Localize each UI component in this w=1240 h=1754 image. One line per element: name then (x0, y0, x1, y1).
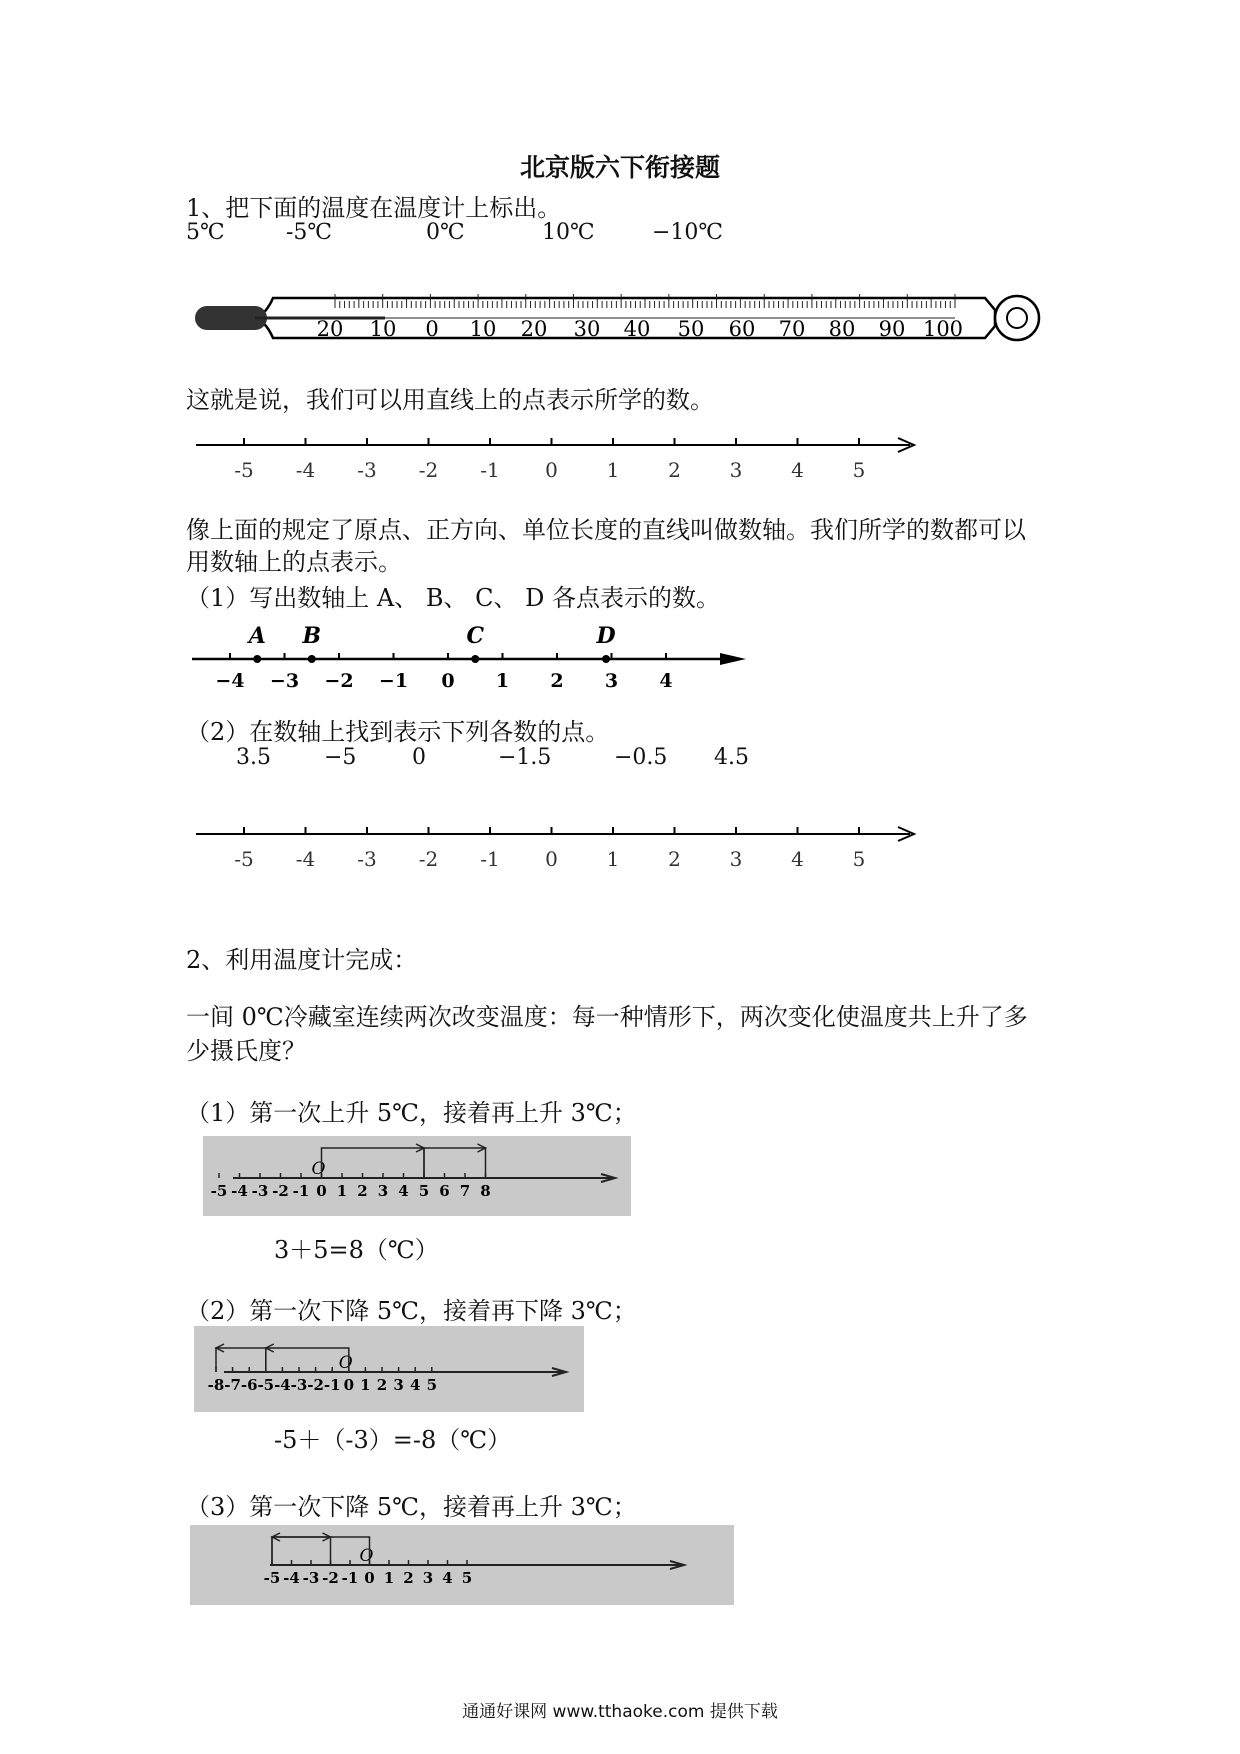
axis-label: 1 (606, 458, 620, 482)
thermometer-label: 20 (520, 317, 548, 341)
case-tick-label: 5 (461, 1569, 473, 1587)
case2-label: （2）第一次下降 5℃，接着再下降 3℃； (186, 1297, 637, 1325)
axis-label: 2 (668, 847, 681, 871)
axis-label: 0 (545, 847, 558, 871)
axis-label: -3 (357, 458, 377, 482)
case-tick-label: 4 (409, 1376, 421, 1394)
case2-answer: -5＋（-3）=-8（℃） (274, 1426, 512, 1454)
abcd-tick-label: 0 (441, 670, 455, 692)
thermometer-label: 80 (828, 317, 856, 341)
thermometer-label: 70 (778, 317, 806, 341)
case-tick-label: -6 (240, 1376, 258, 1394)
thermometer-label: 40 (623, 317, 651, 341)
page-title: 北京版六下衔接题 (519, 153, 720, 182)
axis-label: -1 (480, 847, 500, 871)
case-tick-label: 4 (442, 1569, 453, 1587)
case-tick-label: -1 (323, 1376, 341, 1394)
axis-label: -5 (234, 458, 254, 482)
temp-value: 10℃ (542, 220, 595, 245)
case-tick-label: -5 (263, 1569, 281, 1587)
case-tick-label: 1 (336, 1182, 348, 1200)
thermometer-label: 100 (922, 317, 964, 341)
case-tick-label: 5 (418, 1182, 430, 1200)
case-tick-label: 5 (426, 1376, 438, 1394)
abcd-tick-label: 3 (604, 670, 619, 692)
sub2-number: 0 (412, 745, 426, 770)
change-bracket (272, 1537, 370, 1565)
axis-label: 5 (852, 847, 866, 871)
origin-label: O (359, 1546, 374, 1566)
q1-subquestion-2: （2）在数轴上找到表示下列各数的点。 (186, 718, 610, 746)
axis-label: 4 (791, 458, 804, 482)
sub2-number: −0.5 (614, 745, 668, 770)
axis-label: -2 (418, 847, 439, 871)
abcd-point-letter: A (248, 625, 266, 649)
case3-label: （3）第一次下降 5℃，接着再上升 3℃； (186, 1493, 637, 1521)
case2-diagram (194, 1326, 584, 1412)
abcd-tick-label: −4 (215, 670, 245, 692)
sub2-number: −1.5 (498, 745, 552, 770)
case-tick-label: -8 (207, 1376, 225, 1394)
case-tick-label: -7 (224, 1376, 241, 1394)
case-tick-label: 8 (480, 1182, 491, 1200)
thermometer (195, 278, 1045, 358)
case-tick-label: 1 (360, 1376, 371, 1394)
abcd-tick-label: −2 (324, 670, 354, 692)
case-tick-label: 4 (398, 1182, 409, 1200)
sub2-number: 3.5 (236, 745, 271, 770)
axis-label: 3 (729, 458, 743, 482)
q1-definition-line-2: 用数轴上的点表示。 (186, 548, 402, 576)
abcd-point (471, 655, 479, 663)
case-tick-label: -4 (283, 1569, 300, 1587)
temp-value: -5℃ (286, 220, 333, 245)
case-tick-label: 2 (403, 1569, 414, 1587)
axis-label: -3 (357, 847, 377, 871)
axis-label: -4 (295, 458, 316, 482)
abcd-tick-label: −3 (269, 670, 300, 692)
q1-heading: 1、把下面的温度在温度计上标出。 (186, 194, 562, 222)
number-line-1 (190, 425, 950, 495)
axis-label: 2 (668, 458, 681, 482)
case-tick-label: -4 (274, 1376, 291, 1394)
case-tick-label: 2 (376, 1376, 388, 1394)
thermometer-label: 10 (369, 317, 397, 341)
case-tick-label: -5 (210, 1182, 228, 1200)
number-line-abcd (190, 625, 760, 695)
q1-note: 这就是说，我们可以用直线上的点表示所学的数。 (186, 386, 714, 414)
change-bracket (322, 1148, 425, 1178)
axis-label: -4 (295, 847, 316, 871)
thermometer-label: 60 (728, 317, 756, 341)
case-tick-label: -3 (302, 1569, 320, 1587)
q2-intro-line-2: 少摄氏度？ (186, 1037, 306, 1065)
temp-value: 0℃ (426, 220, 465, 245)
axis-label: -2 (418, 458, 439, 482)
abcd-tick-label: 2 (550, 670, 564, 692)
thermometer-label: 50 (677, 317, 705, 341)
abcd-point (602, 655, 610, 663)
number-line-2 (190, 814, 950, 884)
origin-label: O (338, 1353, 353, 1373)
change-bracket (424, 1148, 486, 1178)
thermometer-label: 0 (425, 317, 439, 341)
case-tick-label: 6 (439, 1182, 450, 1200)
case-tick-label: 3 (377, 1182, 389, 1200)
sub2-number: 4.5 (714, 745, 749, 770)
abcd-tick-label: −1 (378, 670, 409, 692)
case-tick-label: 1 (383, 1569, 395, 1587)
abcd-tick-label: 4 (659, 670, 673, 692)
thermometer-label: 30 (573, 317, 601, 341)
q1-subquestion-1: （1）写出数轴上 A、 B、 C、 D 各点表示的数。 (186, 584, 720, 612)
q2-intro-line-1: 一间 0℃冷藏室连续两次改变温度：每一种情形下，两次变化使温度共上升了多 (186, 1003, 1028, 1031)
case-tick-label: 0 (316, 1182, 327, 1200)
case3-diagram (190, 1525, 734, 1605)
abcd-point-letter: C (466, 625, 485, 649)
case-tick-label: -2 (307, 1376, 324, 1394)
case-tick-label: -2 (322, 1569, 339, 1587)
axis-label: 4 (791, 847, 804, 871)
case-tick-label: 3 (393, 1376, 404, 1394)
abcd-point (308, 655, 316, 663)
origin-label: O (311, 1159, 326, 1179)
abcd-point-letter: D (596, 625, 616, 649)
q2-heading: 2、利用温度计完成： (186, 946, 418, 974)
thermometer-label: 10 (469, 317, 497, 341)
axis-label: -1 (480, 458, 500, 482)
abcd-tick-label: 1 (495, 670, 510, 692)
axis-label: 0 (545, 458, 558, 482)
change-bracket (272, 1537, 331, 1565)
abcd-point-letter: B (302, 625, 322, 649)
q1-definition-line-1: 像上面的规定了原点、正方向、单位长度的直线叫做数轴。我们所学的数都可以 (186, 516, 1026, 544)
case-tick-label: -4 (231, 1182, 248, 1200)
thermometer-label: 90 (878, 317, 906, 341)
change-bracket (266, 1348, 349, 1372)
axis-label: -5 (234, 847, 254, 871)
case-tick-label: -2 (272, 1182, 289, 1200)
case-tick-label: -1 (341, 1569, 359, 1587)
footer: 通通好课网 www.tthaoke.com 提供下载 (462, 1702, 778, 1722)
case1-diagram (203, 1136, 631, 1216)
case-tick-label: -1 (292, 1182, 310, 1200)
case-tick-label: 2 (357, 1182, 368, 1200)
axis-label: 3 (729, 847, 743, 871)
temp-value: −10℃ (652, 220, 724, 245)
case-tick-label: 0 (364, 1569, 375, 1587)
case1-answer: 3＋5=8（℃） (274, 1236, 439, 1264)
axis-label: 1 (606, 847, 620, 871)
case-tick-label: 0 (343, 1376, 355, 1394)
temp-value: 5℃ (186, 220, 225, 245)
case-tick-label: -3 (251, 1182, 269, 1200)
case-tick-label: 3 (422, 1569, 434, 1587)
case1-label: （1）第一次上升 5℃，接着再上升 3℃； (186, 1099, 637, 1127)
axis-label: 5 (852, 458, 866, 482)
case-tick-label: 7 (459, 1182, 471, 1200)
case-tick-label: -5 (257, 1376, 275, 1394)
abcd-point (253, 655, 261, 663)
thermometer-label: 20 (316, 317, 344, 341)
case-tick-label: -3 (290, 1376, 308, 1394)
sub2-number: −5 (324, 745, 357, 770)
